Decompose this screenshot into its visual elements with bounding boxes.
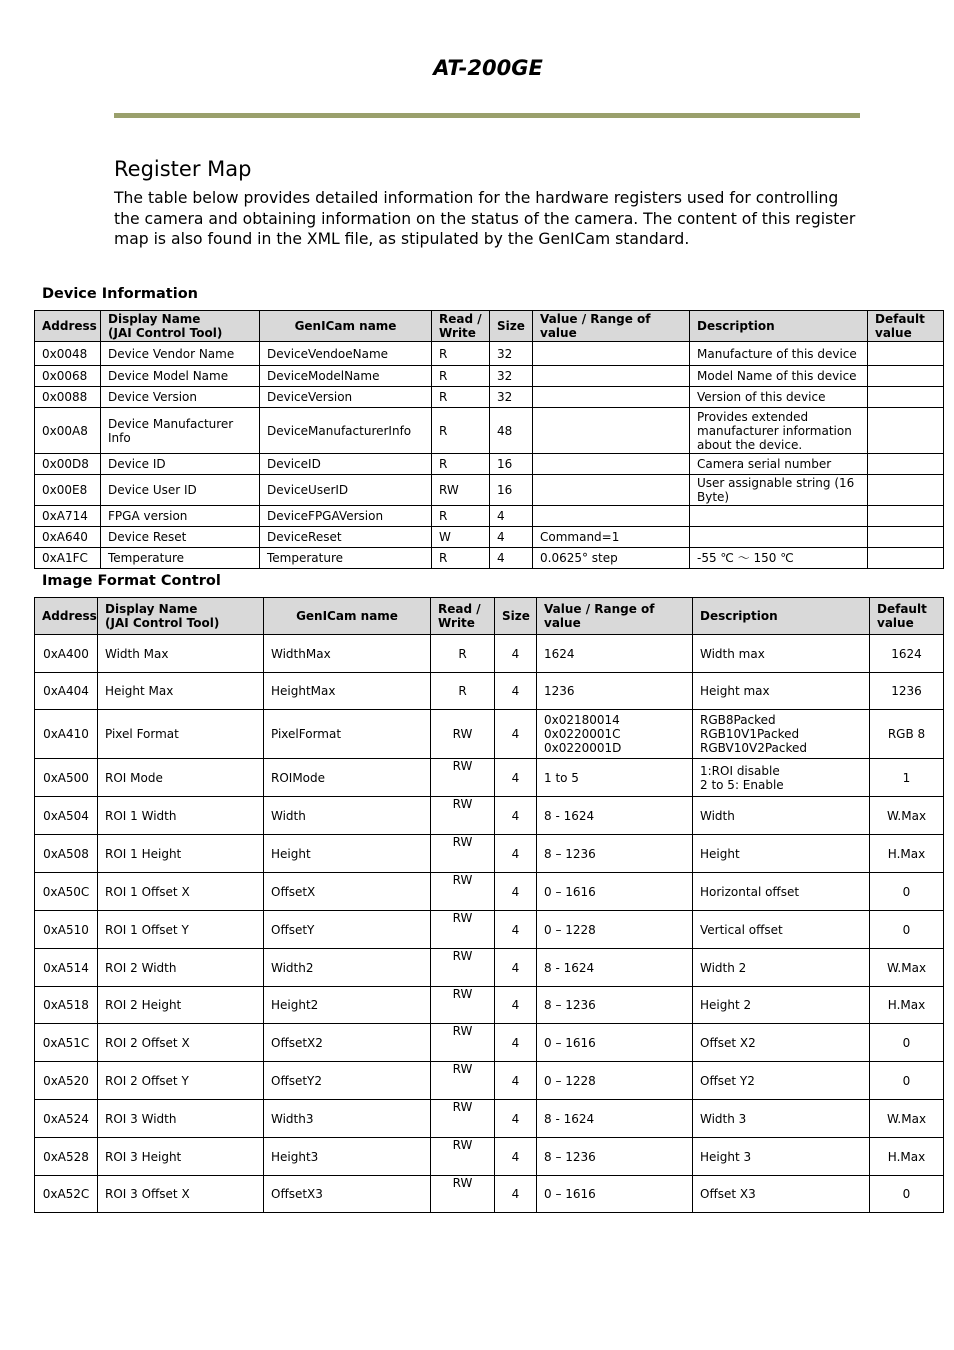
cell-address: 0xA504 (35, 797, 98, 835)
cell-genicam-name: OffsetX2 (264, 1024, 431, 1062)
cell-display-name: ROI 2 Height (98, 987, 264, 1024)
column-header-default-value: Default value (870, 598, 944, 635)
cell-display-name: Device User ID (101, 475, 260, 506)
cell-address: 0xA528 (35, 1138, 98, 1176)
cell-read-write: W (432, 527, 490, 548)
cell-size: 4 (495, 673, 537, 710)
cell-default-value: 1 (870, 759, 944, 797)
cell-default-value (868, 387, 944, 408)
cell-read-write: R (432, 387, 490, 408)
cell-read-write: RW (431, 835, 495, 873)
cell-size: 4 (495, 1062, 537, 1100)
cell-description: Offset X2 (693, 1024, 870, 1062)
table-row (35, 454, 944, 475)
column-header-default-value: Default value (868, 311, 944, 342)
cell-display-name: ROI 1 Width (98, 797, 264, 835)
cell-size: 4 (495, 797, 537, 835)
cell-address: 0xA520 (35, 1062, 98, 1100)
cell-default-value (868, 548, 944, 569)
cell-address: 0x00A8 (35, 408, 101, 454)
cell-description: Height 2 (693, 987, 870, 1024)
table-row (35, 949, 944, 987)
table-row (35, 759, 944, 797)
cell-read-write: R (432, 342, 490, 366)
cell-description: -55 ℃ ～ 150 ℃ (690, 548, 868, 569)
cell-size: 4 (495, 759, 537, 797)
cell-default-value: 1624 (870, 635, 944, 673)
cell-size: 4 (495, 835, 537, 873)
table-row (35, 911, 944, 949)
column-header-genicam-name: GenICam name (260, 311, 432, 342)
cell-address: 0xA52C (35, 1176, 98, 1213)
cell-description: Model Name of this device (690, 366, 868, 387)
cell-size: 4 (495, 1024, 537, 1062)
cell-size: 4 (495, 949, 537, 987)
cell-default-value (868, 408, 944, 454)
cell-description: Camera serial number (690, 454, 868, 475)
cell-description: Provides extended manufacturer information about the device. (690, 408, 868, 454)
cell-read-write: RW (431, 759, 495, 797)
cell-genicam-name: WidthMax (264, 635, 431, 673)
cell-description: Width (693, 797, 870, 835)
cell-description: Width 2 (693, 949, 870, 987)
cell-address: 0xA50C (35, 873, 98, 911)
cell-address: 0xA524 (35, 1100, 98, 1138)
cell-address: 0x0088 (35, 387, 101, 408)
cell-read-write: RW (431, 1100, 495, 1138)
table-row (35, 710, 944, 759)
cell-description: Horizontal offset (693, 873, 870, 911)
table-row (35, 635, 944, 673)
cell-genicam-name: OffsetY2 (264, 1062, 431, 1100)
cell-size: 32 (490, 387, 533, 408)
cell-address: 0xA714 (35, 506, 101, 527)
cell-default-value (868, 475, 944, 506)
table-row (35, 873, 944, 911)
cell-range (533, 475, 690, 506)
cell-default-value: 0 (870, 1176, 944, 1213)
cell-read-write: RW (431, 710, 495, 759)
device-information-header-row (35, 311, 944, 342)
cell-address: 0xA51C (35, 1024, 98, 1062)
cell-size: 4 (490, 548, 533, 569)
column-header-display-name: Display Name (JAI Control Tool) (98, 598, 264, 635)
cell-description: Offset Y2 (693, 1062, 870, 1100)
cell-display-name: Pixel Format (98, 710, 264, 759)
cell-read-write: RW (431, 1138, 495, 1176)
table-row (35, 548, 944, 569)
column-header-description: Description (693, 598, 870, 635)
cell-genicam-name: DeviceVendoeName (260, 342, 432, 366)
cell-display-name: ROI 3 Offset X (98, 1176, 264, 1213)
cell-genicam-name: HeightMax (264, 673, 431, 710)
table-row (35, 1100, 944, 1138)
cell-range: 0 – 1228 (537, 1062, 693, 1100)
cell-display-name: ROI 3 Width (98, 1100, 264, 1138)
cell-read-write: R (432, 366, 490, 387)
device-information-caption: Device Information (42, 286, 198, 302)
column-header-display-name: Display Name (JAI Control Tool) (101, 311, 260, 342)
cell-read-write: RW (431, 987, 495, 1024)
cell-display-name: Width Max (98, 635, 264, 673)
column-header-range: Value / Range of value (537, 598, 693, 635)
cell-range: 8 – 1236 (537, 1138, 693, 1176)
cell-read-write: RW (431, 873, 495, 911)
cell-size: 32 (490, 366, 533, 387)
cell-range: 1624 (537, 635, 693, 673)
cell-size: 4 (495, 1176, 537, 1213)
cell-address: 0xA508 (35, 835, 98, 873)
cell-address: 0xA400 (35, 635, 98, 673)
cell-default-value: 0 (870, 911, 944, 949)
cell-default-value (868, 342, 944, 366)
cell-address: 0x0048 (35, 342, 101, 366)
cell-display-name: Device Manufacturer Info (101, 408, 260, 454)
table-row (35, 1024, 944, 1062)
cell-display-name: Device Reset (101, 527, 260, 548)
cell-size: 4 (495, 1138, 537, 1176)
cell-read-write: RW (431, 911, 495, 949)
image-format-control-table (34, 597, 944, 1213)
cell-default-value: 0 (870, 873, 944, 911)
cell-display-name: Temperature (101, 548, 260, 569)
section-intro: The table below provides detailed information for the hardware registers used for controlling the camera and obtaining information on the status of the camera. The content of this register map is also found in the XML file, as stipulated by the GenICam standard. (114, 189, 856, 248)
cell-size: 48 (490, 408, 533, 454)
image-format-header-row (35, 598, 944, 635)
cell-range: 0 – 1228 (537, 911, 693, 949)
table-row (35, 366, 944, 387)
cell-address: 0xA410 (35, 710, 98, 759)
cell-range: 0x02180014 0x0220001C 0x0220001D (537, 710, 693, 759)
cell-description: Width max (693, 635, 870, 673)
cell-default-value: W.Max (870, 1100, 944, 1138)
cell-display-name: ROI 1 Offset Y (98, 911, 264, 949)
cell-address: 0xA404 (35, 673, 98, 710)
cell-genicam-name: Height (264, 835, 431, 873)
cell-range (533, 342, 690, 366)
cell-size: 16 (490, 454, 533, 475)
cell-display-name: ROI 1 Height (98, 835, 264, 873)
cell-description: Vertical offset (693, 911, 870, 949)
table-row (35, 408, 944, 454)
cell-display-name: ROI Mode (98, 759, 264, 797)
table-row (35, 475, 944, 506)
cell-display-name: ROI 2 Offset X (98, 1024, 264, 1062)
cell-range: 8 – 1236 (537, 987, 693, 1024)
table-row (35, 987, 944, 1024)
cell-description: Height (693, 835, 870, 873)
cell-display-name: Height Max (98, 673, 264, 710)
cell-range (533, 366, 690, 387)
cell-genicam-name: ROIMode (264, 759, 431, 797)
cell-genicam-name: DeviceReset (260, 527, 432, 548)
cell-genicam-name: OffsetX (264, 873, 431, 911)
cell-default-value: H.Max (870, 987, 944, 1024)
cell-address: 0x0068 (35, 366, 101, 387)
cell-address: 0xA514 (35, 949, 98, 987)
table-row (35, 1138, 944, 1176)
cell-address: 0xA510 (35, 911, 98, 949)
cell-range: 8 - 1624 (537, 797, 693, 835)
cell-description (690, 527, 868, 548)
cell-address: 0xA1FC (35, 548, 101, 569)
cell-range (533, 408, 690, 454)
cell-display-name: ROI 1 Offset X (98, 873, 264, 911)
cell-genicam-name: DeviceManufacturerInfo (260, 408, 432, 454)
table-row (35, 673, 944, 710)
cell-read-write: R (432, 408, 490, 454)
cell-description: 1:ROI disable 2 to 5: Enable (693, 759, 870, 797)
cell-genicam-name: Temperature (260, 548, 432, 569)
cell-size: 4 (495, 873, 537, 911)
cell-genicam-name: Width3 (264, 1100, 431, 1138)
cell-default-value (868, 506, 944, 527)
cell-size: 16 (490, 475, 533, 506)
cell-address: 0x00E8 (35, 475, 101, 506)
cell-size: 32 (490, 342, 533, 366)
cell-read-write: R (431, 673, 495, 710)
column-header-description: Description (690, 311, 868, 342)
device-information-table (34, 310, 944, 569)
cell-display-name: ROI 2 Width (98, 949, 264, 987)
table-row (35, 387, 944, 408)
cell-range: 0 – 1616 (537, 1024, 693, 1062)
cell-size: 4 (490, 527, 533, 548)
cell-read-write: RW (431, 949, 495, 987)
cell-genicam-name: DeviceUserID (260, 475, 432, 506)
cell-display-name: Device ID (101, 454, 260, 475)
table-row (35, 1176, 944, 1213)
cell-description: Manufacture of this device (690, 342, 868, 366)
image-format-control-caption: Image Format Control (42, 573, 221, 589)
column-header-size: Size (495, 598, 537, 635)
cell-read-write: RW (431, 797, 495, 835)
cell-read-write: R (432, 454, 490, 475)
cell-read-write: RW (431, 1176, 495, 1213)
cell-display-name: ROI 2 Offset Y (98, 1062, 264, 1100)
cell-range: 0 – 1616 (537, 1176, 693, 1213)
cell-size: 4 (495, 635, 537, 673)
cell-description: Height 3 (693, 1138, 870, 1176)
section-title: Register Map (114, 157, 252, 181)
cell-read-write: R (432, 506, 490, 527)
cell-genicam-name: Height2 (264, 987, 431, 1024)
column-header-address: Address (35, 598, 98, 635)
cell-default-value: 0 (870, 1062, 944, 1100)
cell-genicam-name: Width2 (264, 949, 431, 987)
cell-range: 8 - 1624 (537, 949, 693, 987)
cell-description: Height max (693, 673, 870, 710)
cell-genicam-name: DeviceVersion (260, 387, 432, 408)
cell-address: 0x00D8 (35, 454, 101, 475)
cell-default-value: H.Max (870, 835, 944, 873)
cell-size: 4 (495, 911, 537, 949)
cell-range: Command=1 (533, 527, 690, 548)
cell-read-write: RW (431, 1024, 495, 1062)
table-row (35, 797, 944, 835)
cell-description: User assignable string (16 Byte) (690, 475, 868, 506)
cell-read-write: R (431, 635, 495, 673)
column-header-read-write: Read / Write (432, 311, 490, 342)
cell-size: 4 (495, 987, 537, 1024)
cell-default-value: H.Max (870, 1138, 944, 1176)
cell-genicam-name: DeviceID (260, 454, 432, 475)
cell-address: 0xA500 (35, 759, 98, 797)
document-title: AT-200GE (433, 56, 543, 80)
cell-size: 4 (490, 506, 533, 527)
cell-read-write: RW (431, 1062, 495, 1100)
table-row (35, 835, 944, 873)
cell-genicam-name: Height3 (264, 1138, 431, 1176)
cell-display-name: ROI 3 Height (98, 1138, 264, 1176)
cell-range (533, 454, 690, 475)
cell-genicam-name: PixelFormat (264, 710, 431, 759)
table-row (35, 1062, 944, 1100)
cell-range (533, 506, 690, 527)
cell-read-write: R (432, 548, 490, 569)
cell-default-value (868, 454, 944, 475)
cell-genicam-name: OffsetX3 (264, 1176, 431, 1213)
cell-range: 1 to 5 (537, 759, 693, 797)
table-row (35, 342, 944, 366)
column-header-address: Address (35, 311, 101, 342)
cell-description (690, 506, 868, 527)
cell-description: Offset X3 (693, 1176, 870, 1213)
cell-genicam-name: Width (264, 797, 431, 835)
cell-range (533, 387, 690, 408)
cell-description: RGB8Packed RGB10V1Packed RGBV10V2Packed (693, 710, 870, 759)
cell-display-name: Device Model Name (101, 366, 260, 387)
cell-range: 0.0625° step (533, 548, 690, 569)
cell-default-value: W.Max (870, 797, 944, 835)
cell-display-name: Device Version (101, 387, 260, 408)
column-header-size: Size (490, 311, 533, 342)
cell-default-value: RGB 8 (870, 710, 944, 759)
cell-range: 1236 (537, 673, 693, 710)
cell-default-value (868, 366, 944, 387)
column-header-read-write: Read / Write (431, 598, 495, 635)
cell-range: 8 – 1236 (537, 835, 693, 873)
cell-default-value (868, 527, 944, 548)
column-header-range: Value / Range of value (533, 311, 690, 342)
cell-display-name: FPGA version (101, 506, 260, 527)
cell-genicam-name: OffsetY (264, 911, 431, 949)
cell-default-value: 1236 (870, 673, 944, 710)
table-row (35, 506, 944, 527)
cell-description: Version of this device (690, 387, 868, 408)
cell-size: 4 (495, 710, 537, 759)
cell-genicam-name: DeviceFPGAVersion (260, 506, 432, 527)
cell-size: 4 (495, 1100, 537, 1138)
cell-range: 0 – 1616 (537, 873, 693, 911)
header-rule (114, 113, 860, 118)
cell-range: 8 - 1624 (537, 1100, 693, 1138)
cell-default-value: 0 (870, 1024, 944, 1062)
cell-description: Width 3 (693, 1100, 870, 1138)
cell-display-name: Device Vendor Name (101, 342, 260, 366)
cell-read-write: RW (432, 475, 490, 506)
cell-address: 0xA518 (35, 987, 98, 1024)
table-row (35, 527, 944, 548)
cell-address: 0xA640 (35, 527, 101, 548)
cell-default-value: W.Max (870, 949, 944, 987)
column-header-genicam-name: GenICam name (264, 598, 431, 635)
cell-genicam-name: DeviceModelName (260, 366, 432, 387)
